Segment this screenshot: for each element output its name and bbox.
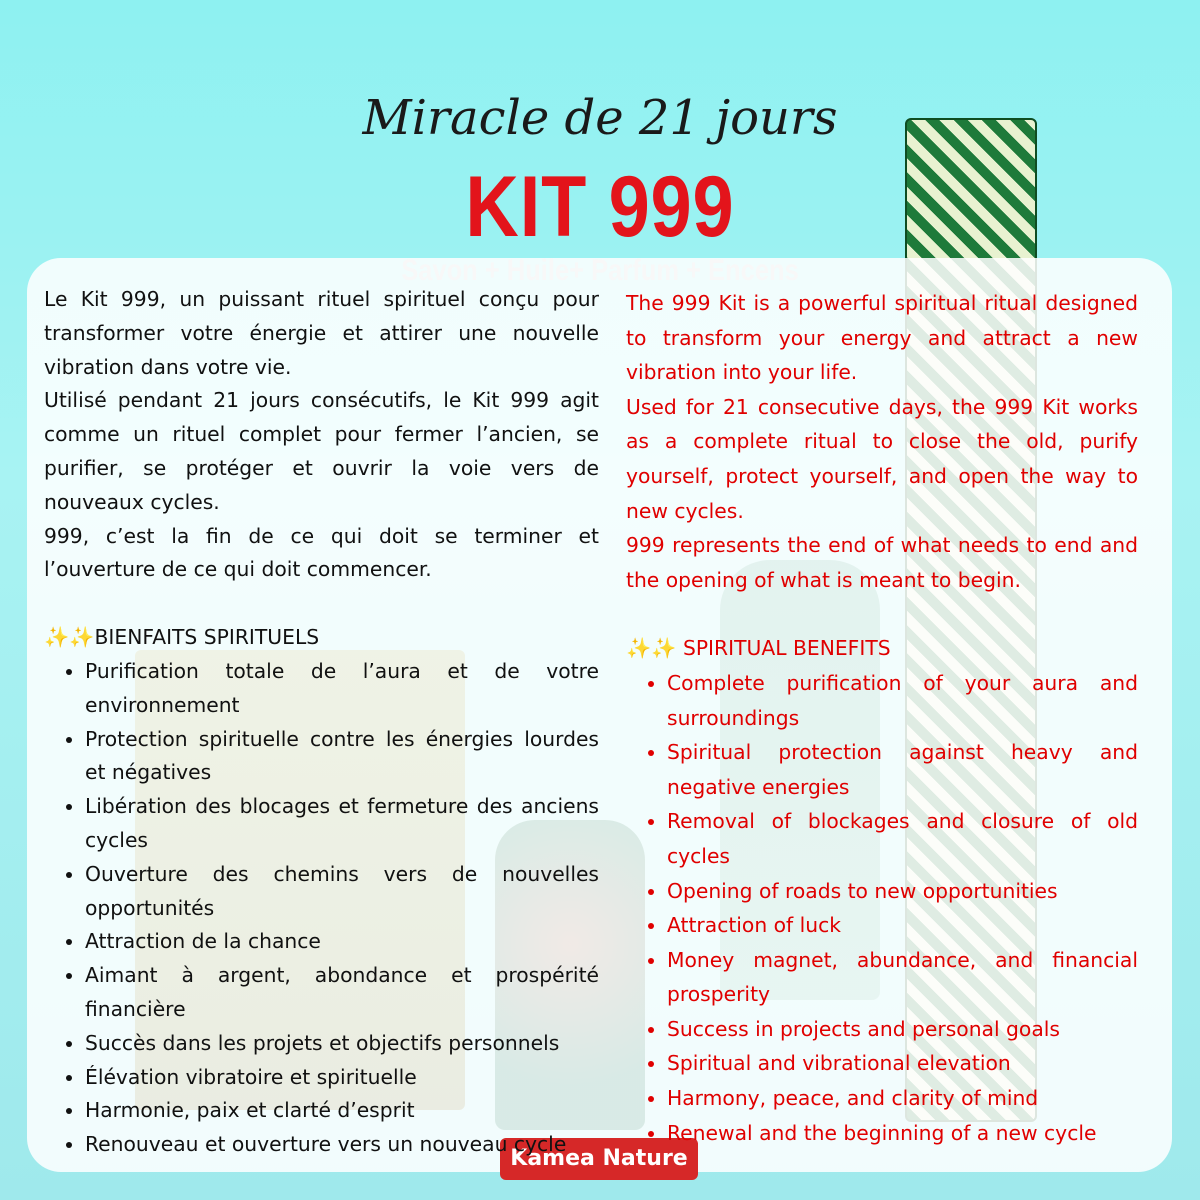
list-item: • Success in projects and personal goals <box>667 1012 1138 1047</box>
en-benefits-list <box>626 666 1138 1150</box>
list-item: • Money magnet, abundance, and financial prosperity <box>667 943 1138 1012</box>
list-item: • Complete purification of your aura and surroundings <box>667 666 1138 735</box>
page-title: KIT 999 <box>465 159 735 255</box>
list-item: • Aimant à argent, abondance et prospérité financière <box>85 959 599 1027</box>
fr-benefits-heading: ✨✨BIENFAITS SPIRITUELS <box>44 625 320 650</box>
list-item: • Renewal and the beginning of a new cycle <box>667 1116 1138 1151</box>
fr-intro-3: 999, c’est la fin de ce qui doit se terminer et l’ouverture de ce qui doit commencer. <box>44 523 599 582</box>
fr-benefits-list <box>44 655 599 1162</box>
list-item: • Attraction of luck <box>667 908 1138 943</box>
list-item: • Succès dans les projets et objectifs personnels <box>85 1027 599 1061</box>
en-benefits-heading: ✨✨ SPIRITUAL BENEFITS <box>626 636 891 661</box>
en-intro-3: 999 represents the end of what needs to end and the opening of what is meant to begin. <box>626 533 1138 592</box>
list-item: • Libération des blocages et fermeture des anciens cycles <box>85 790 599 858</box>
subtitle-script: Miracle de 21 jours <box>362 90 838 146</box>
list-item: • Removal of blockages and closure of old cycles <box>667 804 1138 873</box>
list-item: • Opening of roads to new opportunities <box>667 874 1138 909</box>
list-item: • Purification totale de l’aura et de votre environnement <box>85 655 599 723</box>
french-column <box>44 283 599 1162</box>
list-item: • Attraction de la chance <box>85 925 599 959</box>
list-item: • Élévation vibratoire et spirituelle <box>85 1061 599 1095</box>
list-item: • Spiritual protection against heavy and negative energies <box>667 735 1138 804</box>
list-item: • Harmony, peace, and clarity of mind <box>667 1081 1138 1116</box>
fr-intro-1: Le Kit 999, un puissant rituel spirituel conçu pour transformer votre énergie et attirer une nouvelle vibration dans votre vie. <box>44 287 599 379</box>
brand-label: Kamea Nature <box>500 1138 698 1180</box>
english-column <box>626 286 1138 1150</box>
list-item: • Spiritual and vibrational elevation <box>667 1046 1138 1081</box>
list-item: • Protection spirituelle contre les énergies lourdes et négatives <box>85 723 599 791</box>
en-intro-1: The 999 Kit is a powerful spiritual ritual designed to transform your energy and attract a new vibration into your life. <box>626 291 1138 385</box>
list-item: • Renouveau et ouverture vers un nouveau cycle <box>85 1128 599 1162</box>
list-item: • Harmonie, paix et clarté d’esprit <box>85 1094 599 1128</box>
fr-intro-2: Utilisé pendant 21 jours consécutifs, le Kit 999 agit comme un rituel complet pour fermer l’ancien, se purifier, se protéger et ouvrir la voie vers de nouveaux cycles. <box>44 388 599 514</box>
list-item: • Ouverture des chemins vers de nouvelles opportunités <box>85 858 599 926</box>
en-intro-2: Used for 21 consecutive days, the 999 Kit works as a complete ritual to close the old, purify yourself, protect yourself, and open the way to new cycles. <box>626 394 1138 523</box>
